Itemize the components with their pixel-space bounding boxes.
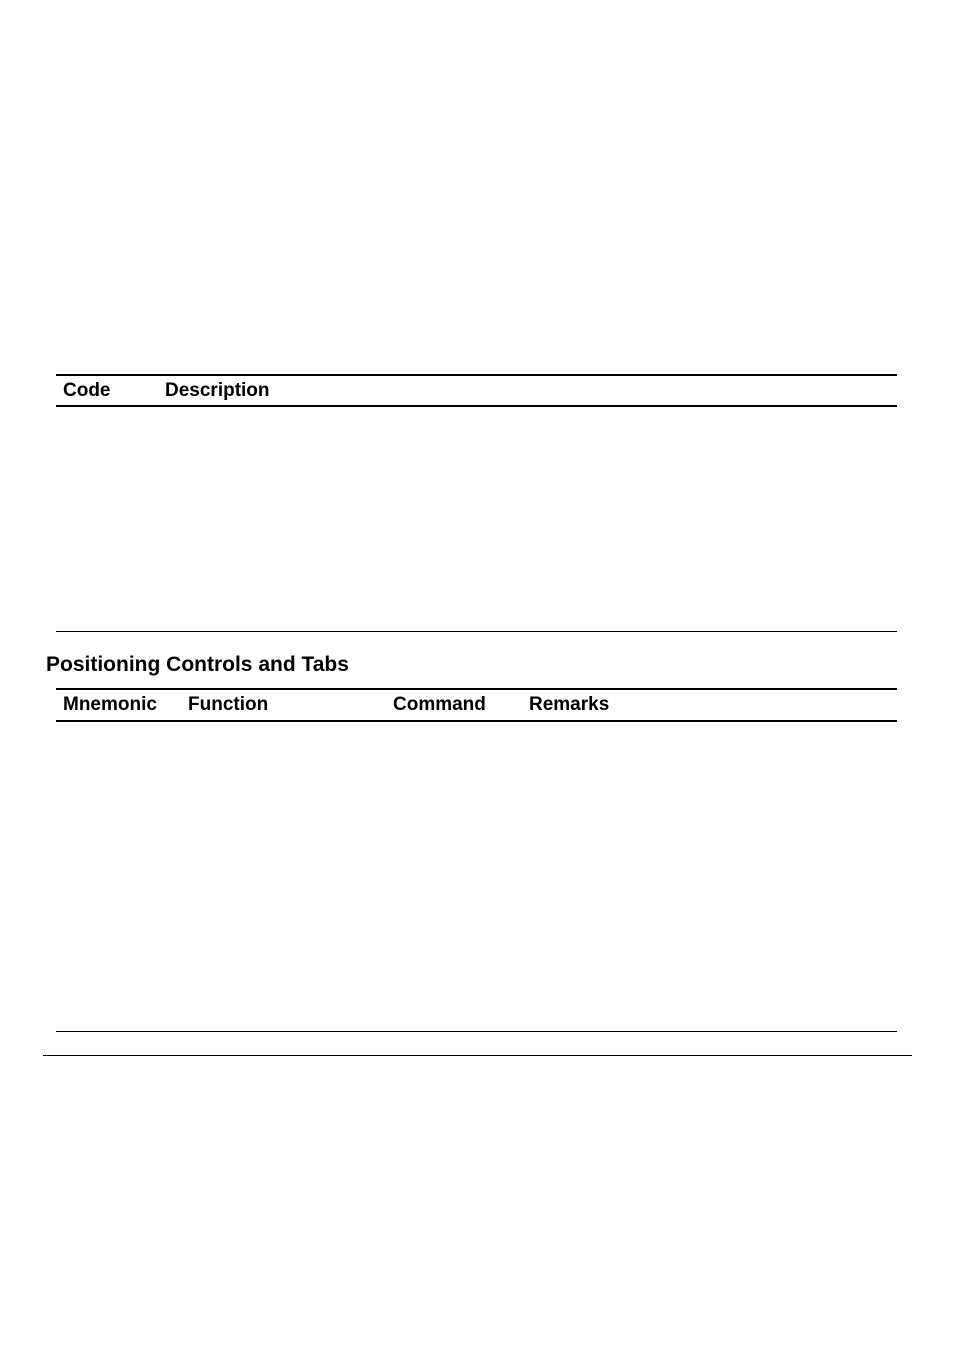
code-table <box>56 374 897 634</box>
table-bottom-rule <box>56 631 897 632</box>
header-bottom-rule <box>56 720 897 722</box>
column-header-command: Command <box>393 694 486 715</box>
table-bottom-rule <box>56 1031 897 1032</box>
column-header-remarks: Remarks <box>529 694 610 715</box>
table-top-rule <box>56 688 897 690</box>
header-bottom-rule <box>56 405 897 407</box>
column-header-code: Code <box>63 380 111 401</box>
positioning-table <box>56 688 897 1034</box>
page-footer-rule <box>43 1055 912 1056</box>
column-header-description: Description <box>165 380 270 401</box>
table-top-rule <box>56 374 897 376</box>
column-header-mnemonic: Mnemonic <box>63 694 157 715</box>
column-header-function: Function <box>188 694 269 715</box>
section-heading: Positioning Controls and Tabs <box>46 653 349 676</box>
